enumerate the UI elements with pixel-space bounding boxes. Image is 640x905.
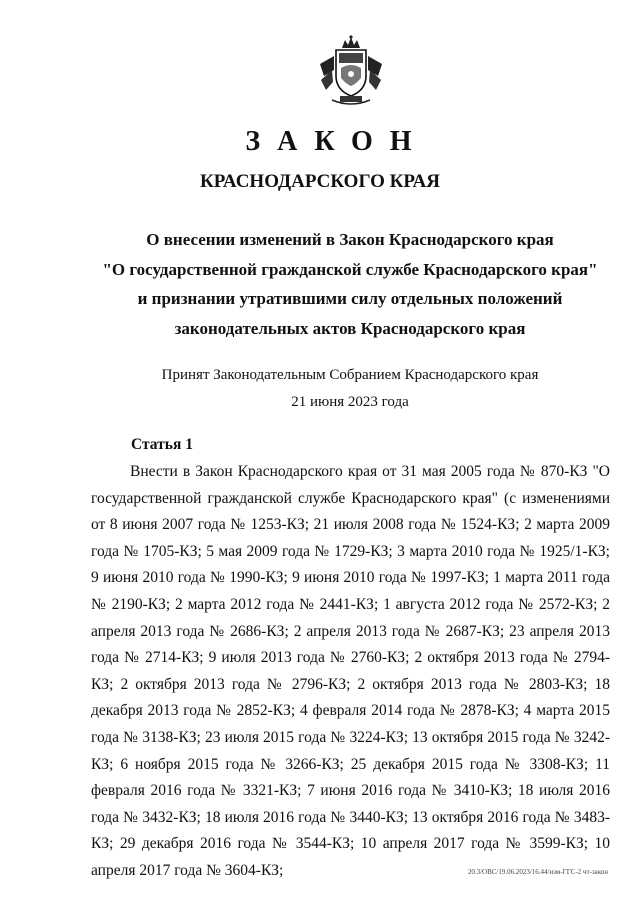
subtitle-line: "О государственной гражданской службе Краснодарского края" — [102, 259, 598, 279]
subtitle-line: законодательных актов Краснодарского края — [174, 318, 526, 338]
adoption-block — [60, 362, 640, 416]
adoption-date: 21 июня 2023 года — [291, 394, 409, 410]
subtitle-line: О внесении изменений в Закон Краснодарского края — [146, 230, 554, 249]
coat-of-arms-icon — [318, 34, 384, 108]
footer-code: 20.3/ОВС/19.06.2023/16.44/изм-ГГС-2 чт-закон — [467, 868, 608, 876]
article-text: Внести в Закон Краснодарского края от 31 мая 2005 года № 870-КЗ "О государственной гражданской службе Краснодарского края" (с изменениями от 8 июня 2007 года № 1253-КЗ; 21 июля 2008 года № 1524-КЗ; 2 марта 2009 года № 1705-КЗ; 5 мая 2009 года № 1729-КЗ; 3 марта 2010 года № 1925/1-КЗ; 9 июня 2010 года № 1990-КЗ; 9 июня 2010 года № 1997-КЗ; 1 марта 2011 года № 2190-КЗ; 2 марта 2012 года № 2441-КЗ; 1 августа 2012 года № 2572-КЗ; 2 апреля 2013 года № 2686-КЗ; 2 апреля 2013 года № 2687-КЗ; 23 апреля 2013 года № 2714-КЗ; 9 июля 2013 года № 2760-КЗ; 2 октября 2013 года № 2794-КЗ; 2 октября 2013 года № 2796-КЗ; 2 октября 2013 года № 2803-КЗ; 18 декабря 2013 года № 2852-КЗ; 4 февраля 2014 года № 2878-КЗ; 4 марта 2015 года № 3138-КЗ; 23 июля 2015 года № 3224-КЗ; 13 октября 2015 года № 3242-КЗ; 6 ноября 2015 года № 3266-КЗ; 25 декабря 2015 года № 3308-КЗ; 11 февраля 2016 года № 3321-КЗ; 7 июня 2016 года № 3410-КЗ; 18 июля 2016 года № 3432-КЗ; 18 июля 2016 года № 3440-КЗ; 13 октября 2016 года № 3483-КЗ; 29 декабря 2016 года № 3544-КЗ; 10 апреля 2017 года № 3599-КЗ; 10 апреля 2017 года № 3604-КЗ; — [91, 463, 610, 879]
law-region: КРАСНОДАРСКОГО КРАЯ — [199, 171, 441, 192]
article-heading: Статья 1 — [131, 436, 193, 453]
subtitle-line: и признании утратившими силу отдельных положений — [137, 289, 563, 308]
law-subtitle — [60, 225, 640, 343]
law-title: ЗАКОН — [245, 126, 429, 157]
adopted-by: Принят Законодательным Собранием Краснодарского края — [161, 367, 539, 383]
